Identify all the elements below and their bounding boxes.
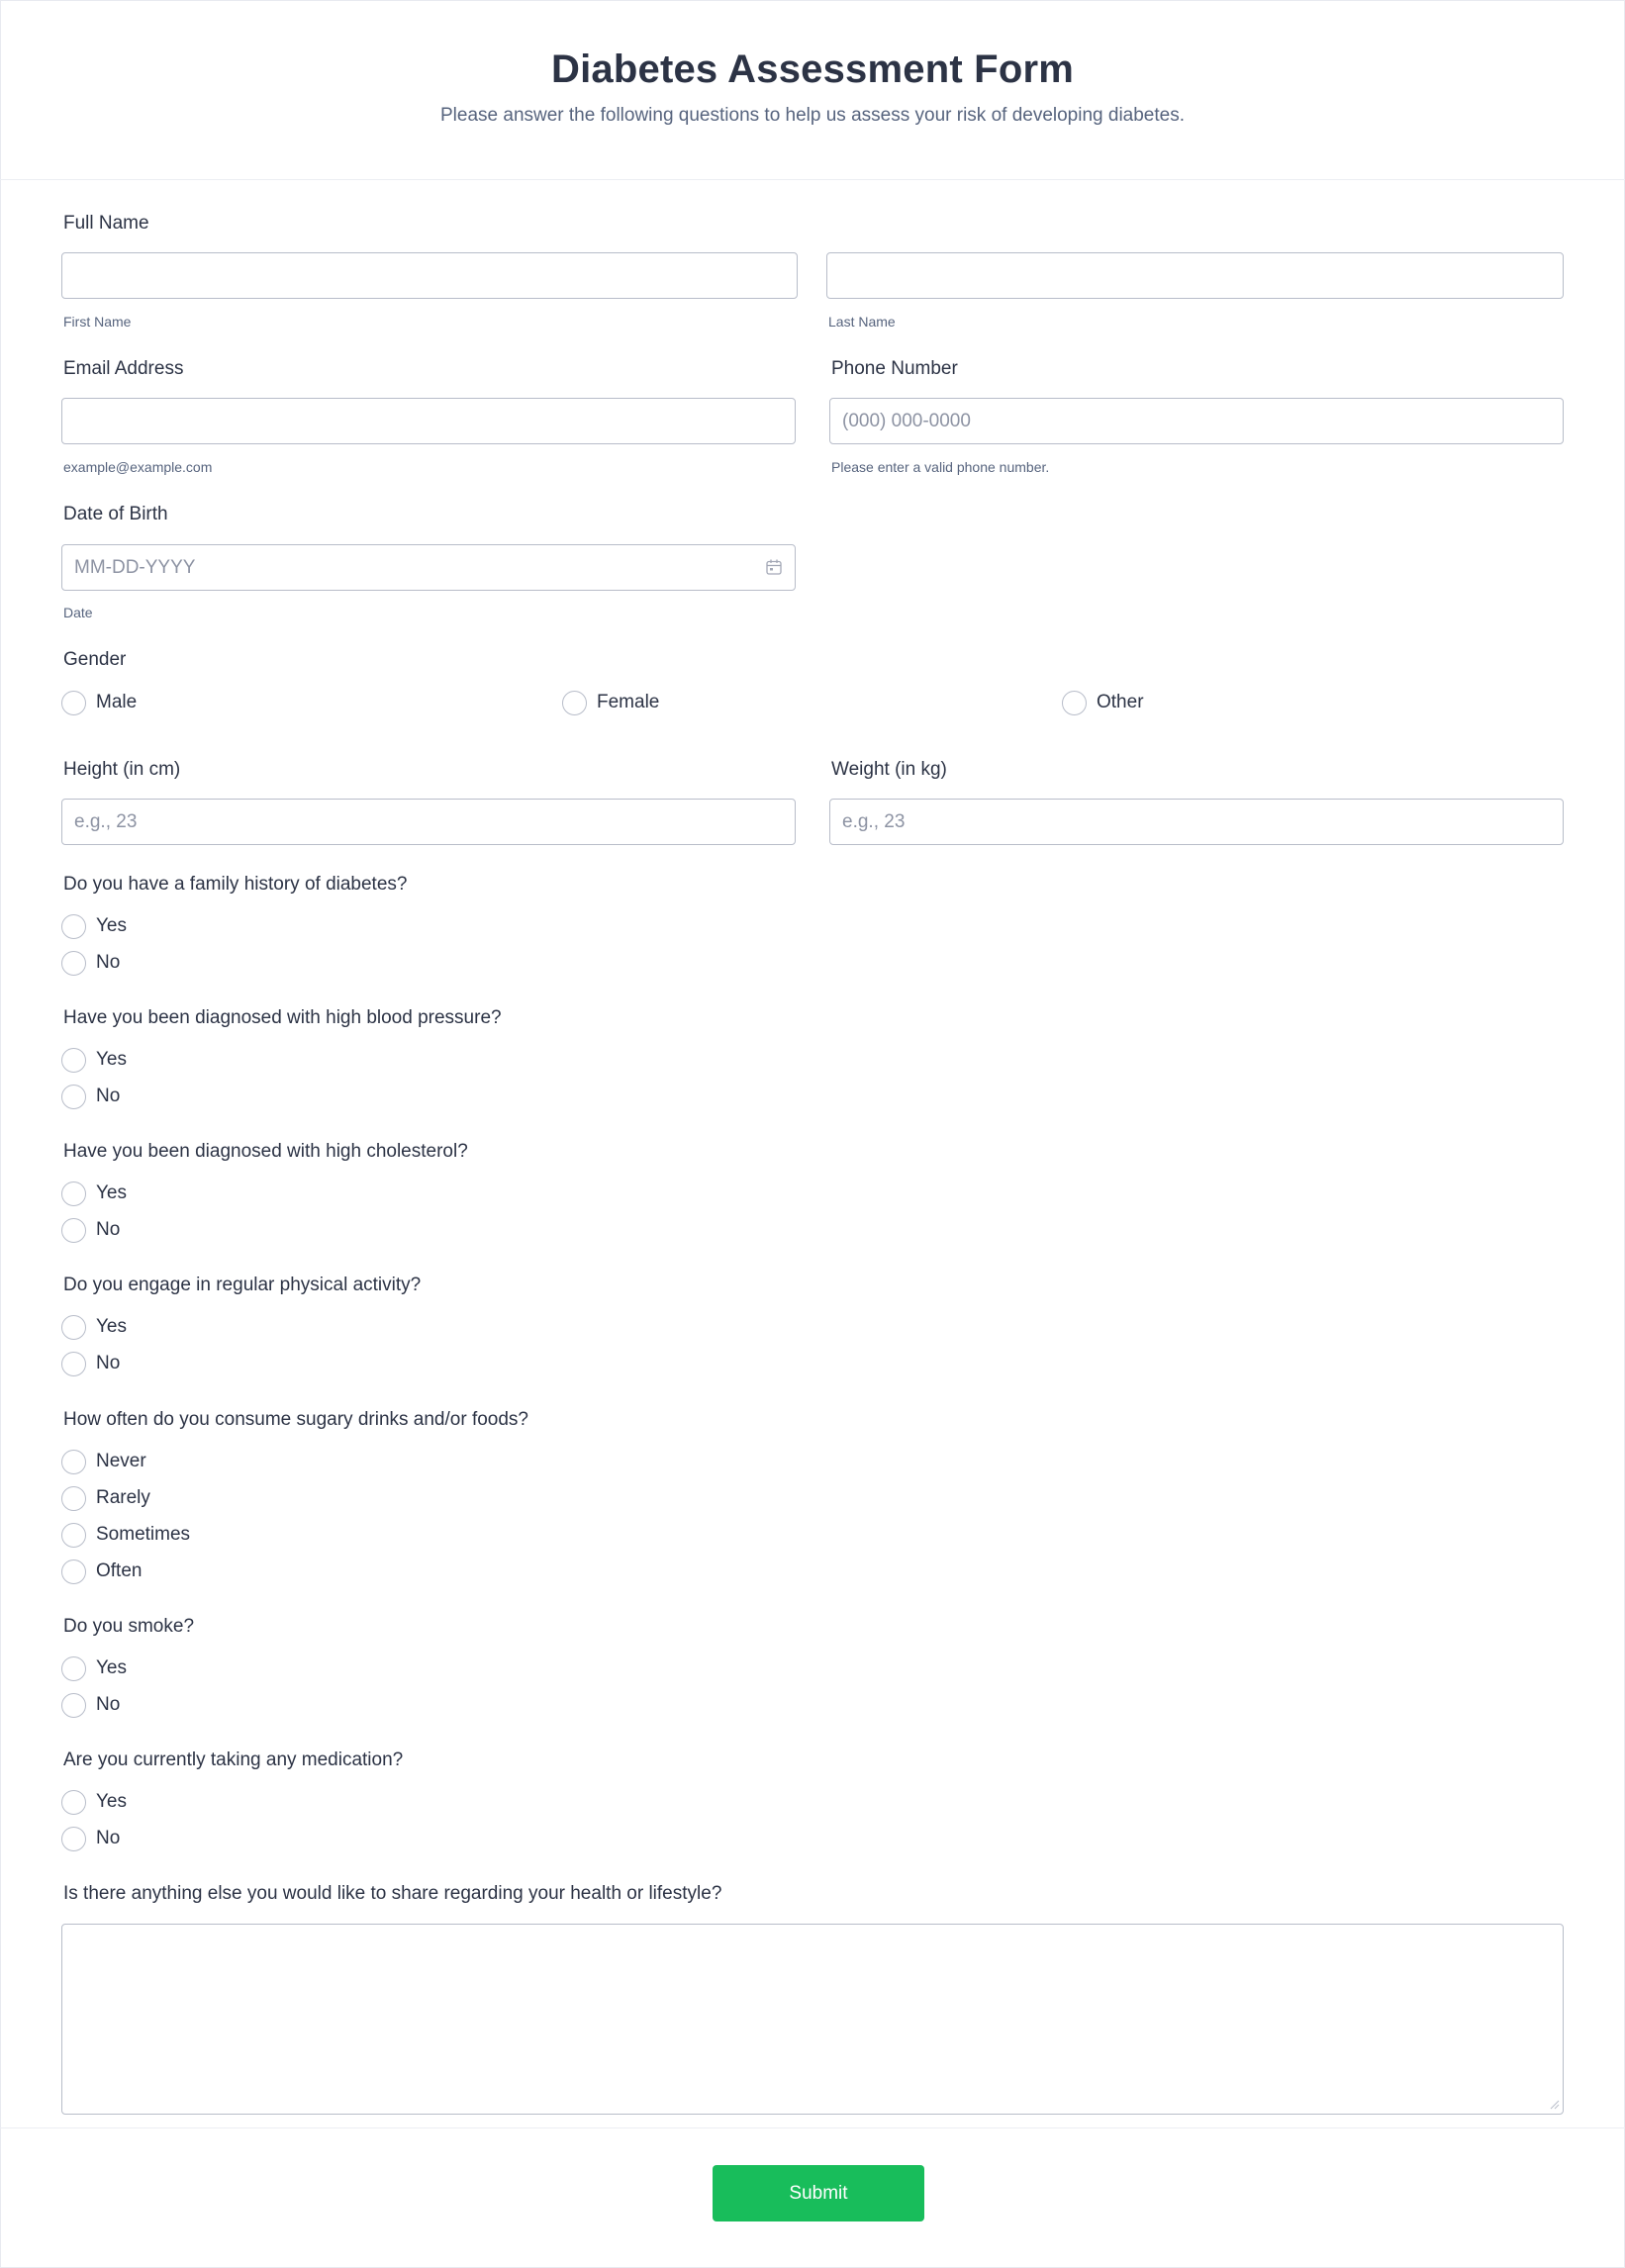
notes-label: Is there anything else you would like to share regarding your health or lifestyle? xyxy=(63,1883,722,1904)
last-name-input[interactable] xyxy=(826,252,1564,299)
blood-pressure-option-no[interactable] xyxy=(61,1084,120,1109)
email-label: Email Address xyxy=(63,358,184,379)
dob-input[interactable] xyxy=(61,544,796,591)
weight-input[interactable] xyxy=(829,799,1564,845)
radio-label: Often xyxy=(96,1560,143,1581)
phone-label: Phone Number xyxy=(831,358,958,379)
family-history-option-yes[interactable] xyxy=(61,913,127,939)
radio-circle[interactable] xyxy=(61,1656,86,1681)
radio-label: Never xyxy=(96,1451,146,1471)
medication-option-no[interactable] xyxy=(61,1826,120,1851)
question-medication-label: Are you currently taking any medication? xyxy=(63,1749,404,1770)
radio-label: Sometimes xyxy=(96,1524,191,1545)
calendar-icon[interactable] xyxy=(765,558,783,576)
radio-label: Male xyxy=(96,692,138,712)
question-smoke-label: Do you smoke? xyxy=(63,1616,195,1637)
form-header xyxy=(0,0,1625,180)
blood-pressure-option-yes[interactable] xyxy=(61,1047,127,1073)
physical-activity-option-no[interactable] xyxy=(61,1351,120,1376)
submit-button[interactable]: Submit xyxy=(713,2165,924,2221)
medication-option-yes[interactable] xyxy=(61,1789,127,1815)
cholesterol-option-no[interactable] xyxy=(61,1217,120,1243)
smoke-option-no[interactable] xyxy=(61,1692,120,1718)
radio-label: No xyxy=(96,1086,121,1106)
question-blood-pressure-label: Have you been diagnosed with high blood pressure? xyxy=(63,1007,502,1028)
question-physical-activity-label: Do you engage in regular physical activity? xyxy=(63,1275,422,1295)
gender-option-other[interactable] xyxy=(1062,690,1144,715)
radio-circle[interactable] xyxy=(61,1559,86,1584)
radio-circle[interactable] xyxy=(61,1352,86,1376)
phone-sublabel: Please enter a valid phone number. xyxy=(831,459,1050,475)
dob-sublabel: Date xyxy=(63,605,93,620)
resize-grip-icon[interactable] xyxy=(1548,2098,1560,2110)
radio-circle[interactable] xyxy=(61,951,86,976)
question-sugary-label: How often do you consume sugary drinks and/or foods? xyxy=(63,1409,528,1430)
gender-label: Gender xyxy=(63,649,127,670)
radio-circle[interactable] xyxy=(562,691,587,715)
gender-option-female[interactable] xyxy=(562,690,659,715)
first-name-input[interactable] xyxy=(61,252,798,299)
radio-circle[interactable] xyxy=(61,914,86,939)
sugary-option-never[interactable] xyxy=(61,1449,146,1474)
email-sublabel: example@example.com xyxy=(63,459,213,475)
radio-circle[interactable] xyxy=(61,1693,86,1718)
smoke-option-yes[interactable] xyxy=(61,1655,127,1681)
radio-label: Other xyxy=(1097,692,1144,712)
full-name-label: Full Name xyxy=(63,213,149,234)
cholesterol-option-yes[interactable] xyxy=(61,1181,127,1206)
height-input[interactable] xyxy=(61,799,796,845)
sugary-option-often[interactable] xyxy=(61,1559,142,1584)
radio-label: No xyxy=(96,952,121,973)
radio-label: Yes xyxy=(96,1657,127,1678)
radio-label: No xyxy=(96,1353,121,1373)
question-family-history-label: Do you have a family history of diabetes? xyxy=(63,874,408,895)
email-input[interactable] xyxy=(61,398,796,444)
radio-circle[interactable] xyxy=(61,1315,86,1340)
radio-circle[interactable] xyxy=(61,1486,86,1511)
radio-label: Yes xyxy=(96,1316,127,1337)
radio-circle[interactable] xyxy=(61,1523,86,1548)
radio-circle[interactable] xyxy=(61,1790,86,1815)
gender-option-male[interactable] xyxy=(61,690,137,715)
weight-label: Weight (in kg) xyxy=(831,759,947,780)
radio-label: Yes xyxy=(96,915,127,936)
form-title: Diabetes Assessment Form xyxy=(551,47,1074,91)
question-cholesterol-label: Have you been diagnosed with high cholesterol? xyxy=(63,1141,468,1162)
radio-label: Yes xyxy=(96,1182,127,1203)
height-label: Height (in cm) xyxy=(63,759,181,780)
radio-circle[interactable] xyxy=(61,1827,86,1851)
sugary-option-sometimes[interactable] xyxy=(61,1522,190,1548)
sugary-option-rarely[interactable] xyxy=(61,1485,150,1511)
radio-circle[interactable] xyxy=(1062,691,1087,715)
radio-label: No xyxy=(96,1828,121,1848)
radio-circle[interactable] xyxy=(61,1181,86,1206)
radio-circle[interactable] xyxy=(61,691,86,715)
radio-label: Yes xyxy=(96,1049,127,1070)
radio-circle[interactable] xyxy=(61,1085,86,1109)
radio-label: No xyxy=(96,1694,121,1715)
family-history-option-no[interactable] xyxy=(61,950,120,976)
notes-textarea[interactable] xyxy=(61,1924,1564,2115)
dob-label: Date of Birth xyxy=(63,504,168,524)
phone-input[interactable] xyxy=(829,398,1564,444)
radio-circle[interactable] xyxy=(61,1048,86,1073)
last-name-sublabel: Last Name xyxy=(828,314,896,330)
radio-label: Rarely xyxy=(96,1487,150,1508)
radio-label: Female xyxy=(597,692,660,712)
radio-circle[interactable] xyxy=(61,1218,86,1243)
first-name-sublabel: First Name xyxy=(63,314,132,330)
form-subtitle: Please answer the following questions to help us assess your risk of developing diabetes. xyxy=(440,105,1185,126)
radio-circle[interactable] xyxy=(61,1450,86,1474)
radio-label: No xyxy=(96,1219,121,1240)
radio-label: Yes xyxy=(96,1791,127,1812)
physical-activity-option-yes[interactable] xyxy=(61,1314,127,1340)
